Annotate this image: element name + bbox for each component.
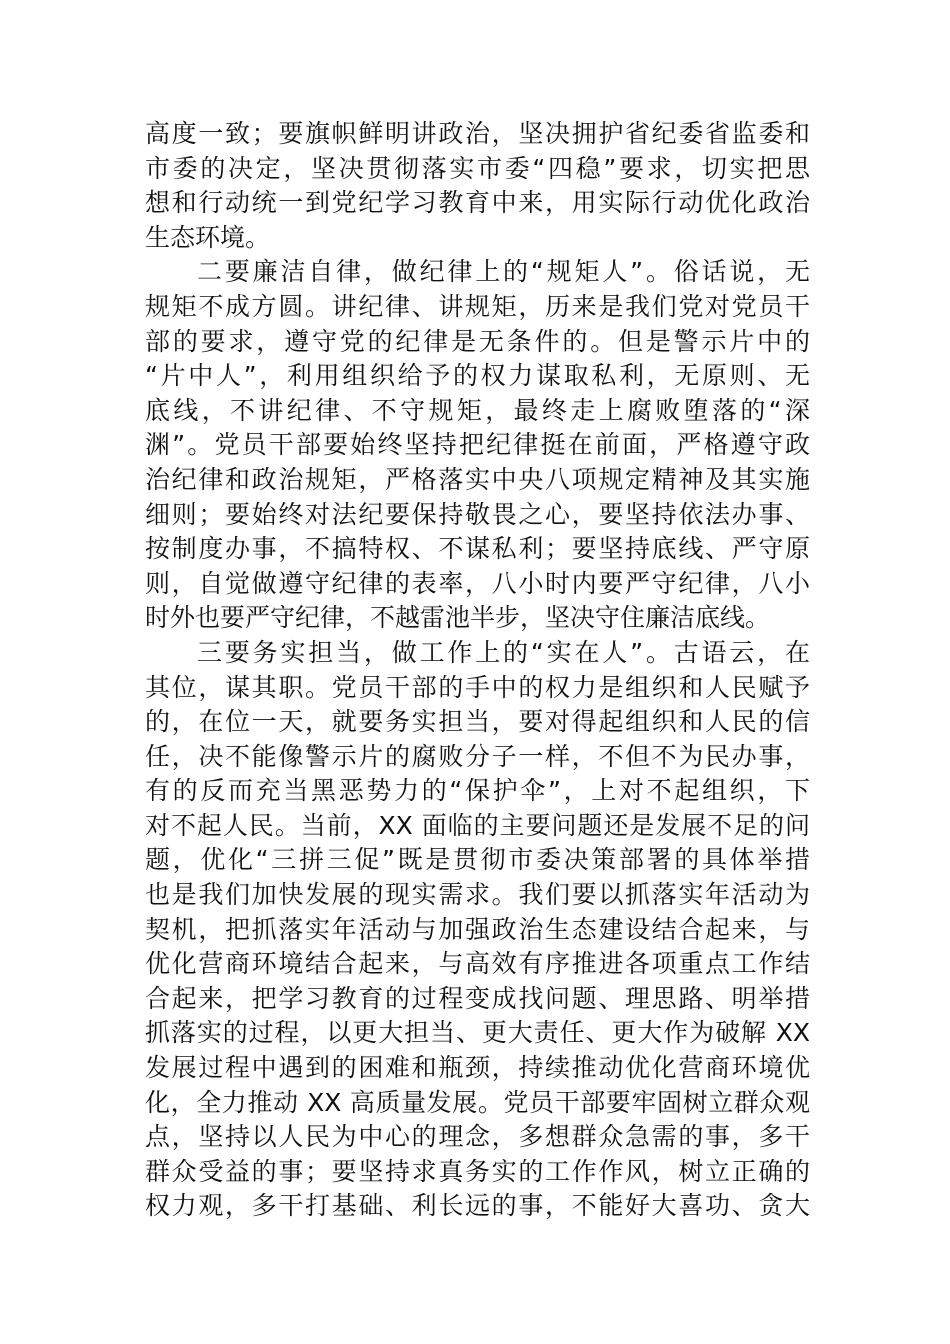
document-body: [145, 117, 810, 1224]
text-line: 优化营商环境结合起来，与高效有序推进各项重点工作结: [145, 949, 810, 979]
text-line: 部的要求，遵守党的纪律是无条件的。但是警示片中的: [145, 326, 810, 356]
text-line: 的，在位一天，就要务实担当，要对得起组织和人民的信: [145, 707, 810, 737]
text-line: 有的反而充当黑恶势力的“保护伞”，上对不起组织，下: [145, 776, 810, 806]
text-line: 群众受益的事；要坚持求真务实的工作作风，树立正确的: [145, 1156, 810, 1186]
text-line: 发展过程中遇到的困难和瓶颈，持续推动优化营商环境优: [145, 1053, 810, 1083]
text-line: 按制度办事，不搞特权、不谋私利；要坚持底线、严守原: [145, 534, 810, 564]
text-line: 治纪律和政治规矩，严格落实中央八项规定精神及其实施: [145, 464, 810, 494]
text-line: 细则；要始终对法纪要保持敬畏之心，要坚持依法办事、: [145, 499, 810, 529]
text-line: 对不起人民。当前，XX 面临的主要问题还是发展不足的问: [145, 810, 810, 840]
text-line: 底线，不讲纪律、不守规矩，最终走上腐败堕落的“深: [145, 395, 810, 425]
paragraph-start-line: 三要务实担当，做工作上的“实在人”。古语云，在: [197, 637, 810, 667]
text-line: 也是我们加快发展的现实需求。我们要以抓落实年活动为: [145, 880, 810, 910]
text-line: 想和行动统一到党纪学习教育中来，用实际行动优化政治: [145, 188, 810, 218]
text-line: 高度一致；要旗帜鲜明讲政治，坚决拥护省纪委省监委和: [145, 119, 810, 148]
text-line: 合起来，把学习教育的过程变成找问题、理思路、明举措: [145, 983, 810, 1013]
text-line: 化，全力推动 XX 高质量发展。党员干部要牢固树立群众观: [145, 1087, 810, 1117]
text-line: “片中人”，利用组织给予的权力谋取私利，无原则、无: [145, 361, 810, 391]
paragraph-start-line: 二要廉洁自律，做纪律上的“规矩人”。俗话说，无: [197, 257, 810, 287]
text-line: 题，优化“三拼三促”既是贯彻市委决策部署的具体举措: [145, 845, 810, 875]
text-line: 则，自觉做遵守纪律的表率，八小时内要严守纪律，八小: [145, 568, 810, 598]
text-line: 点，坚持以人民为中心的理念，多想群众急需的事，多干: [145, 1122, 810, 1152]
text-line: 其位，谋其职。党员干部的手中的权力是组织和人民赋予: [145, 672, 810, 702]
text-line: 权力观，多干打基础、利长远的事，不能好大喜功、贪大: [145, 1191, 810, 1221]
text-line: 时外也要严守纪律，不越雷池半步，坚决守住廉洁底线。: [145, 603, 771, 633]
text-line: 抓落实的过程，以更大担当、更大责任、更大作为破解 XX: [145, 1018, 810, 1048]
text-line: 规矩不成方圆。讲纪律、讲规矩，历来是我们党对党员干: [145, 291, 810, 321]
text-line: 市委的决定，坚决贯彻落实市委“四稳”要求，切实把思: [145, 153, 810, 183]
text-line: 渊”。党员干部要始终坚持把纪律挺在前面，严格遵守政: [145, 430, 810, 460]
text-line: 生态环境。: [145, 222, 271, 252]
text-line: 契机，把抓落实年活动与加强政治生态建设结合起来，与: [145, 914, 810, 944]
text-line: 任，决不能像警示片的腐败分子一样，不但不为民办事，: [145, 741, 810, 771]
